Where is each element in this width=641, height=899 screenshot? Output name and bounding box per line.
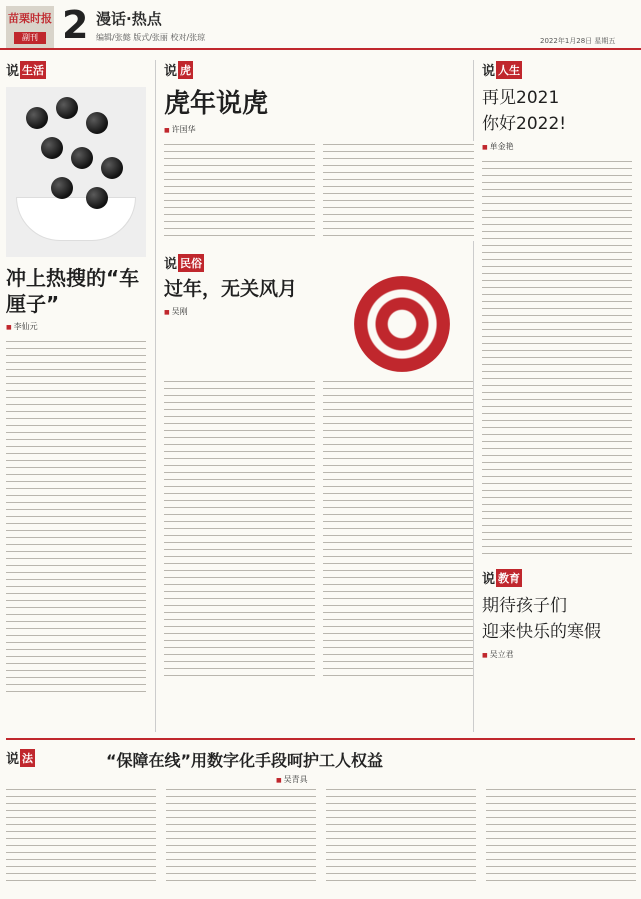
mid-tag1-red: 虎 <box>178 61 193 79</box>
bottom-headline: “保障在线”用数字化手段呵护工人权益 <box>106 751 384 770</box>
mid-tag1-word: 说 <box>164 64 178 79</box>
tiger-article-body <box>164 141 474 241</box>
mid-tag2-red: 民俗 <box>178 254 204 272</box>
mid-article2-col1 <box>164 378 315 678</box>
right-tag1-red: 人生 <box>496 61 522 79</box>
bottom-col3 <box>326 786 476 886</box>
cherry-dot <box>56 97 78 119</box>
masthead <box>0 0 641 52</box>
bottom-byline: ■ 吴青具 <box>276 774 308 785</box>
right-headline2: 期待孩子们 迎来快乐的寒假 <box>482 596 601 642</box>
page-number: 2 <box>62 3 89 47</box>
bottom-col2 <box>166 786 316 886</box>
mid-byline2: ■ 吴刚 <box>164 306 344 317</box>
cherry-dot <box>86 112 108 134</box>
section-title: 漫话·热点 <box>96 10 162 28</box>
mid-section2-title-block <box>164 276 344 323</box>
mid-section2-header <box>164 276 473 372</box>
right-article1-body <box>482 158 632 558</box>
right-byline1: ■ 单金艳 <box>482 141 635 152</box>
paper-cut-image <box>354 276 450 372</box>
right-tag1-word: 说 <box>482 64 496 79</box>
left-tag <box>6 60 46 79</box>
left-tag-red: 生活 <box>20 61 46 79</box>
bottom-col4 <box>486 786 636 886</box>
dateline: 2022年1月28日 星期五 <box>540 37 616 45</box>
left-article-body <box>6 338 146 698</box>
logo-text: 苗栗时报 <box>8 12 52 25</box>
cherry-dot <box>101 157 123 179</box>
mid-article2-body <box>164 378 473 678</box>
logo-subtitle: 副刊 <box>14 32 46 44</box>
right-tag1 <box>482 60 522 79</box>
left-headline: 冲上热搜的“车厘子” <box>6 266 140 316</box>
bottom-section <box>6 738 635 893</box>
cherry-dot <box>51 177 73 199</box>
masthead-logo <box>6 6 54 48</box>
right-column <box>482 60 635 732</box>
left-column <box>6 60 156 732</box>
mid-headline1: 虎年说虎 <box>164 89 269 119</box>
mid-tag2-word: 说 <box>164 257 178 272</box>
bottom-tag-word: 说 <box>6 752 20 767</box>
cherry-dot <box>41 137 63 159</box>
bottom-article-body <box>6 786 636 886</box>
bottom-tag-red: 法 <box>20 749 35 767</box>
mid-article1-col1 <box>164 141 315 241</box>
right-tag2 <box>482 568 522 587</box>
masthead-rule <box>0 48 641 50</box>
bowl-shape <box>16 197 136 241</box>
mid-tag1 <box>164 60 193 79</box>
middle-column <box>164 60 474 732</box>
right-headline1: 再见2021 你好2022! <box>482 88 567 134</box>
right-byline2: ■ 吴立君 <box>482 649 635 660</box>
left-tag-word: 说 <box>6 64 20 79</box>
editors-line: 编辑/张懿 版式/张丽 校对/张琼 <box>96 33 206 42</box>
right-tag2-red: 教育 <box>496 569 522 587</box>
cherry-dot <box>26 107 48 129</box>
cherry-photo <box>6 87 146 257</box>
mid-byline1: ■ 许国华 <box>164 124 473 135</box>
mid-article1-col2 <box>323 141 474 241</box>
right-tag2-word: 说 <box>482 572 496 587</box>
mid-headline2: 过年，无关风月 <box>164 278 298 300</box>
bottom-tag <box>6 748 35 767</box>
mid-tag2 <box>164 253 204 272</box>
cherry-dot <box>86 187 108 209</box>
bottom-col1 <box>6 786 156 886</box>
cherry-dot <box>71 147 93 169</box>
left-byline: ■ 李仙元 <box>6 321 149 332</box>
mid-article2-col2 <box>323 378 474 678</box>
